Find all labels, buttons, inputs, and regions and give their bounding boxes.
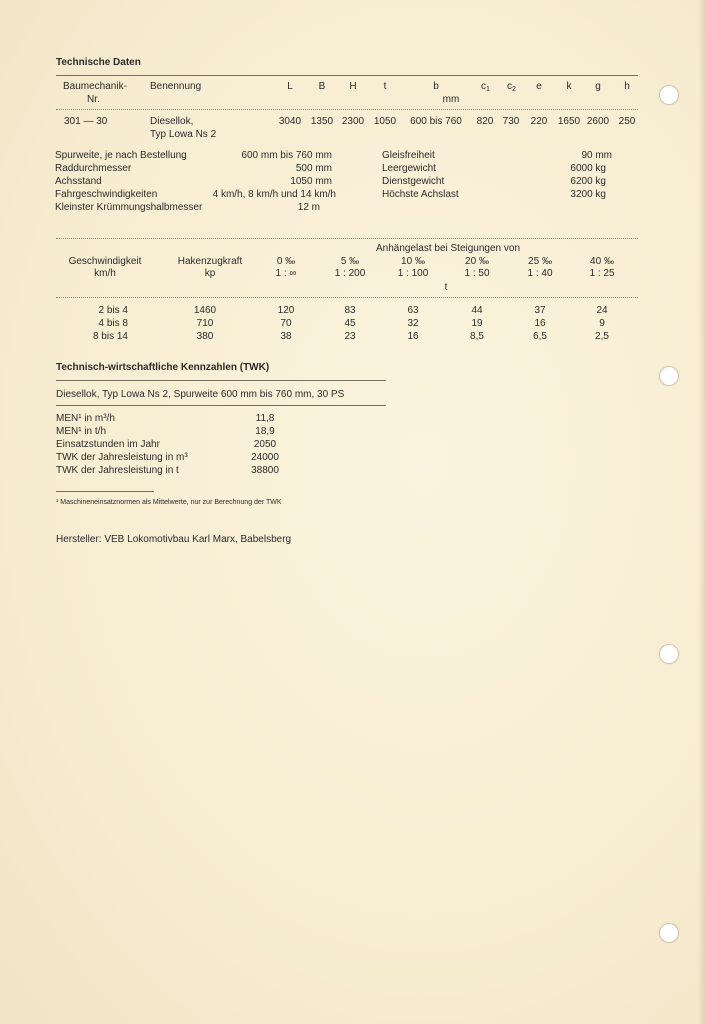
spec-value: 600 mm bis 760 mm [241, 150, 332, 161]
row-value-k: 1650 [557, 116, 581, 127]
row-benennung-2: Typ Lowa Ns 2 [150, 129, 217, 140]
twk-row-value: 38800 [251, 465, 279, 476]
row-load: 6,5 [533, 331, 547, 342]
header-c1-letter: c [481, 81, 486, 92]
spec-label: Leergewicht [382, 163, 436, 174]
binder-hole [660, 924, 678, 942]
row-value-c1: 820 [476, 116, 494, 127]
row-load: 63 [407, 305, 419, 316]
slope-permille: 20 ‰ [465, 256, 489, 267]
spec-value: 1050 mm [290, 176, 332, 187]
row-load: 16 [534, 318, 546, 329]
row-load: 70 [280, 318, 292, 329]
header-rule [56, 297, 638, 298]
footnote-rule [56, 491, 154, 492]
twk-row-label: Einsatzstunden im Jahr [56, 439, 160, 450]
spec-label: Raddurchmesser [55, 163, 132, 174]
row-speed: 4 bis 8 [98, 318, 128, 329]
slope-permille: 40 ‰ [590, 256, 614, 267]
header-B: B [318, 81, 326, 92]
row-kp: 380 [196, 331, 214, 342]
row-value-h: 250 [618, 116, 636, 127]
row-speed: 8 bis 14 [92, 331, 128, 342]
spec-label: Fahrgeschwindigkeiten [55, 189, 158, 200]
header-c1-sub: 1 [486, 86, 490, 93]
row-load: 9 [599, 318, 605, 329]
row-load: 23 [344, 331, 356, 342]
header-baumechanik: Baumechanik- [63, 81, 127, 92]
header-c2 [507, 81, 516, 96]
row-benennung-1: Diesellok, [150, 116, 194, 127]
twk-subtitle: Diesellok, Typ Lowa Ns 2, Spurweite 600 mm bis 760 mm, 30 PS [56, 389, 345, 400]
slope-permille: 0 ‰ [276, 256, 296, 267]
anhaengelast-group-header: Anhängelast bei Steigungen von [376, 243, 521, 254]
spec-value: 500 mm [295, 163, 332, 174]
header-benennung: Benennung [150, 81, 202, 92]
header-unit-mm: mm [442, 94, 460, 105]
row-kp: 710 [196, 318, 214, 329]
row-value-g: 2600 [586, 116, 610, 127]
row-value-b: 600 bis 760 [410, 116, 462, 127]
header-rule [56, 109, 638, 110]
hersteller: Hersteller: VEB Lokomotivbau Karl Marx, Babelsberg [56, 534, 292, 545]
anhaengelast-unit-t: t [444, 282, 448, 293]
table-top-rule [56, 75, 638, 76]
row-load: 38 [280, 331, 292, 342]
binder-hole [660, 86, 678, 104]
spec-label: Achsstand [55, 176, 102, 187]
spec-value: 3200 kg [570, 189, 606, 200]
footnote: ¹ Maschineneinsatznormen als Mittelwerte, nur zur Berechnung der TWK [56, 499, 282, 506]
spec-value: 90 mm [581, 150, 612, 161]
row-value-H: 2300 [341, 116, 365, 127]
row-value-e: 220 [530, 116, 548, 127]
spec-value: 12 m [297, 202, 320, 213]
twk-row-label: MEN¹ in t/h [56, 426, 107, 437]
page-edge-shadow [698, 0, 706, 1024]
header-t: t [383, 81, 387, 92]
header-b: b [433, 81, 439, 92]
row-load: 16 [407, 331, 419, 342]
row-load: 45 [344, 318, 356, 329]
slope-ratio: 1 : 100 [397, 268, 429, 279]
row-value-B: 1350 [310, 116, 334, 127]
twk-row-label: TWK der Jahresleistung in t [56, 465, 179, 476]
twk-row-value: 24000 [251, 452, 279, 463]
row-load: 8,5 [470, 331, 484, 342]
row-baumechanik-nr: 301 — 30 [64, 116, 108, 127]
twk-row-value: 2050 [253, 439, 277, 450]
header-L: L [287, 81, 293, 92]
twk-top-rule [56, 380, 386, 381]
header-k: k [566, 81, 572, 92]
header-h: h [624, 81, 630, 92]
row-load: 32 [407, 318, 419, 329]
header-c2-letter: c [507, 81, 512, 92]
table-top-rule [56, 238, 638, 239]
slope-ratio: 1 : 40 [527, 268, 553, 279]
header-geschwindigkeit-unit: km/h [94, 268, 116, 279]
slope-ratio: 1 : 50 [464, 268, 490, 279]
header-hakenzugkraft-unit: kp [204, 268, 216, 279]
slope-ratio: 1 : ∞ [275, 268, 297, 279]
row-load: 24 [596, 305, 608, 316]
header-hakenzugkraft: Hakenzugkraft [177, 256, 243, 267]
row-speed: 2 bis 4 [98, 305, 128, 316]
header-e: e [536, 81, 542, 92]
binder-hole [660, 645, 678, 663]
spec-label: Höchste Achslast [382, 189, 459, 200]
row-load: 120 [277, 305, 295, 316]
slope-permille: 10 ‰ [401, 256, 425, 267]
row-kp: 1460 [193, 305, 217, 316]
slope-permille: 25 ‰ [528, 256, 552, 267]
row-value-c2: 730 [502, 116, 520, 127]
section-title-twk: Technisch-wirtschaftliche Kennzahlen (TWK) [56, 362, 270, 373]
twk-row-label: TWK der Jahresleistung in m³ [56, 452, 188, 463]
header-nr: Nr. [87, 94, 100, 105]
spec-label: Spurweite, je nach Bestellung [55, 150, 187, 161]
header-c1 [481, 81, 490, 96]
header-c2-sub: 2 [512, 86, 516, 93]
twk-row-value: 11,8 [255, 413, 275, 424]
row-load: 19 [471, 318, 483, 329]
spec-value: 6200 kg [570, 176, 606, 187]
slope-ratio: 1 : 25 [589, 268, 615, 279]
row-load: 37 [534, 305, 546, 316]
slope-permille: 5 ‰ [340, 256, 360, 267]
row-load: 83 [344, 305, 356, 316]
slope-ratio: 1 : 200 [334, 268, 366, 279]
twk-row-value: 18,9 [255, 426, 275, 437]
row-value-t: 1050 [373, 116, 397, 127]
binder-hole [660, 367, 678, 385]
row-value-L: 3040 [278, 116, 302, 127]
row-load: 2,5 [595, 331, 609, 342]
twk-header-rule [56, 405, 386, 406]
spec-value: 4 km/h, 8 km/h und 14 km/h [212, 189, 336, 200]
header-g: g [595, 81, 601, 92]
row-load: 44 [471, 305, 483, 316]
twk-row-label: MEN¹ in m³/h [56, 413, 115, 424]
header-H: H [349, 81, 357, 92]
spec-label: Dienstgewicht [382, 176, 445, 187]
section-title-technische-daten: Technische Daten [56, 57, 141, 68]
spec-label: Kleinster Krümmungshalbmesser [55, 202, 203, 213]
header-geschwindigkeit: Geschwindigkeit [68, 256, 142, 267]
spec-label: Gleisfreiheit [382, 150, 435, 161]
spec-value: 6000 kg [570, 163, 606, 174]
